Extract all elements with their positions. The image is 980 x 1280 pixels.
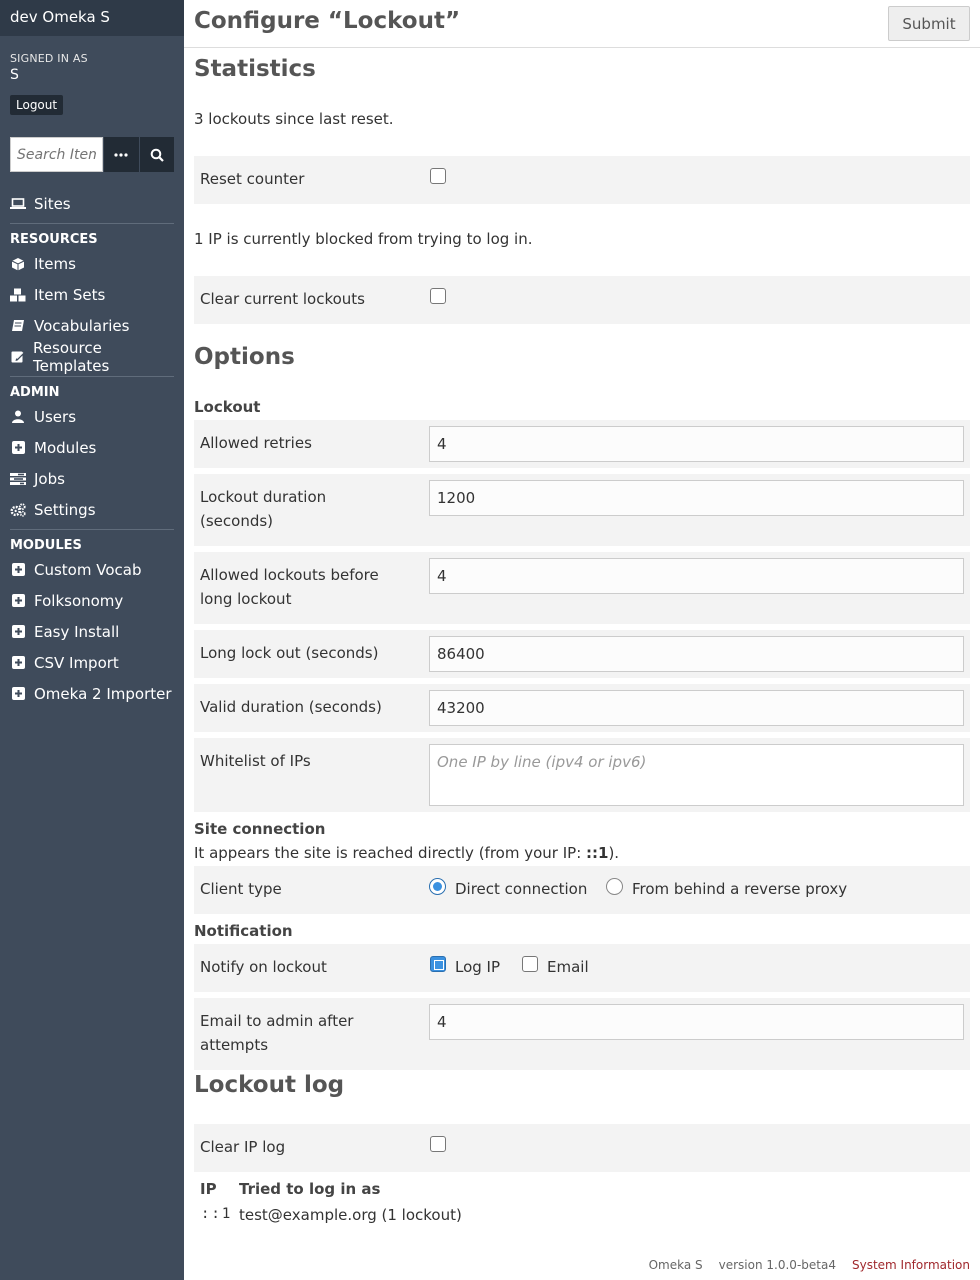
sidebar-item-folksonomy[interactable]: [0, 585, 184, 616]
laptop-icon: [10, 197, 26, 211]
cubes-icon: [10, 288, 26, 302]
col-header-user: Tried to log in as: [239, 1180, 381, 1198]
text-part: ).: [608, 844, 620, 862]
text-part: It appears the site is reached directly (from your IP:: [194, 844, 587, 862]
sidebar-item-label: Folksonomy: [34, 591, 124, 610]
footer-version: version 1.0.0-beta4: [718, 1258, 836, 1272]
sidebar-item-easy-install[interactable]: [0, 616, 184, 647]
clear-lockouts-label: Clear current lockouts: [200, 290, 365, 308]
clear-ip-log-field: [194, 1124, 970, 1172]
plus-square-icon: [10, 594, 26, 608]
allowed-lockouts-input[interactable]: 4: [429, 558, 964, 594]
page-title: Configure “Lockout”: [194, 8, 461, 34]
sidebar-item-label: Users: [34, 407, 77, 426]
signed-in-label: SIGNED IN AS: [10, 52, 88, 65]
client-type-field: [194, 866, 970, 914]
sidebar-item-label: Modules: [34, 438, 97, 457]
email-after-field: [194, 998, 970, 1070]
sidebar-item-items[interactable]: [0, 248, 184, 279]
search-input[interactable]: [10, 137, 103, 172]
sidebar-item-label: Vocabularies: [34, 316, 130, 335]
label-line: Allowed lockouts before: [200, 566, 379, 584]
whitelist-label: Whitelist of IPs: [200, 752, 311, 770]
log-row-ip: ::1: [201, 1206, 233, 1222]
sidebar-item-settings[interactable]: [0, 494, 184, 525]
sidebar-item-sites[interactable]: [0, 188, 184, 219]
notify-lockout-label: Notify on lockout: [200, 958, 327, 976]
sidebar-item-resource-templates[interactable]: [0, 338, 184, 375]
email-checkbox[interactable]: [522, 956, 538, 972]
plus-square-icon: [10, 625, 26, 639]
valid-duration-input[interactable]: 43200: [429, 690, 964, 726]
sidebar-item-label: Items: [34, 254, 76, 273]
client-ip: ::1: [586, 844, 609, 862]
label-line: Lockout duration: [200, 488, 327, 506]
user-name[interactable]: S: [10, 67, 19, 83]
sidebar-item-label: Sites: [34, 194, 71, 213]
sidebar-item-label: Jobs: [34, 469, 65, 488]
resources-heading: RESOURCES: [10, 232, 98, 247]
allowed-retries-input[interactable]: 4: [429, 426, 964, 462]
logout-button[interactable]: Logout: [10, 95, 63, 115]
sidebar-item-label: Omeka 2 Importer: [34, 684, 172, 703]
cube-icon: [10, 257, 26, 271]
search-button[interactable]: [140, 137, 175, 172]
col-header-ip: IP: [200, 1180, 217, 1198]
page-header: [184, 0, 980, 48]
blocked-ip-text: 1 IP is currently blocked from trying to log in.: [194, 230, 533, 248]
email-label[interactable]: Email: [547, 958, 589, 976]
plus-square-icon: [10, 563, 26, 577]
allowed-lockouts-label: [200, 563, 379, 611]
sidebar-item-label: CSV Import: [34, 653, 119, 672]
clear-lockouts-checkbox[interactable]: [430, 288, 446, 304]
reverse-proxy-radio[interactable]: [606, 878, 623, 895]
long-lockout-label: Long lock out (seconds): [200, 644, 379, 662]
sidebar-item-omeka2-importer[interactable]: [0, 678, 184, 709]
clear-lockouts-field: [194, 276, 970, 324]
lockout-duration-field: [194, 474, 970, 546]
sidebar-item-label: Resource Templates: [33, 338, 110, 375]
statistics-heading: Statistics: [194, 56, 316, 82]
modules-heading: MODULES: [10, 538, 82, 553]
allowed-lockouts-field: [194, 552, 970, 624]
plus-square-icon: [10, 656, 26, 670]
main-content: [184, 0, 980, 1280]
lockout-group-label: Lockout: [194, 398, 261, 416]
sidebar-item-label: Item Sets: [34, 285, 106, 304]
clear-ip-log-checkbox[interactable]: [430, 1136, 446, 1152]
sidebar-item-modules[interactable]: [0, 432, 184, 463]
site-connection-text: [194, 844, 619, 862]
footer-product: Omeka S: [648, 1258, 703, 1272]
log-row-user: test@example.org (1 lockout): [239, 1206, 462, 1224]
label-line: attempts: [200, 1036, 269, 1054]
lockout-duration-label: [200, 485, 326, 533]
whitelist-textarea[interactable]: One IP by line (ipv4 or ipv6): [429, 744, 964, 806]
reverse-proxy-label[interactable]: From behind a reverse proxy: [632, 880, 848, 898]
admin-heading: ADMIN: [10, 385, 60, 400]
lockout-duration-input[interactable]: 1200: [429, 480, 964, 516]
direct-connection-label[interactable]: Direct connection: [455, 880, 588, 898]
advanced-search-button[interactable]: [104, 137, 139, 172]
site-connection-group-label: Site connection: [194, 820, 326, 838]
log-ip-checkbox[interactable]: [430, 956, 446, 972]
plus-square-icon: [10, 687, 26, 701]
book-icon: [10, 319, 26, 333]
sidebar-item-vocabularies[interactable]: [0, 310, 184, 341]
notify-lockout-field: [194, 944, 970, 992]
sidebar-item-csv-import[interactable]: [0, 647, 184, 678]
submit-button[interactable]: Submit: [888, 6, 970, 41]
sidebar: [0, 0, 184, 1280]
direct-connection-radio[interactable]: [429, 878, 446, 895]
reset-counter-checkbox[interactable]: [430, 168, 446, 184]
email-after-label: [200, 1009, 353, 1057]
long-lockout-input[interactable]: 86400: [429, 636, 964, 672]
search-bar: [10, 137, 174, 172]
sidebar-item-item-sets[interactable]: [0, 279, 184, 310]
label-line: long lockout: [200, 590, 292, 608]
clear-ip-log-label: Clear IP log: [200, 1138, 286, 1156]
search-icon: [150, 148, 164, 162]
lockout-log-heading: Lockout log: [194, 1072, 345, 1098]
lockouts-count-text: 3 lockouts since last reset.: [194, 110, 394, 128]
edit-icon: [10, 350, 25, 364]
log-ip-label[interactable]: Log IP: [455, 958, 501, 976]
system-information-link[interactable]: System Information: [851, 1258, 970, 1272]
tasks-icon: [10, 472, 26, 486]
valid-duration-label: Valid duration (seconds): [200, 698, 382, 716]
sidebar-item-jobs[interactable]: [0, 463, 184, 494]
email-after-input[interactable]: 4: [429, 1004, 964, 1040]
brand-title[interactable]: dev Omeka S: [0, 0, 184, 36]
client-type-label: Client type: [200, 880, 282, 898]
whitelist-field: [194, 738, 970, 812]
label-line: (seconds): [200, 512, 274, 530]
user-icon: [10, 410, 26, 424]
sidebar-item-label: Custom Vocab: [34, 560, 142, 579]
long-lockout-field: [194, 630, 970, 678]
gears-icon: [10, 503, 26, 517]
sidebar-item-custom-vocab[interactable]: [0, 554, 184, 585]
sidebar-nav: [0, 188, 184, 709]
plus-square-icon: [10, 441, 26, 455]
valid-duration-field: [194, 684, 970, 732]
allowed-retries-label: Allowed retries: [200, 434, 312, 452]
allowed-retries-field: [194, 420, 970, 468]
reset-counter-field: [194, 156, 970, 204]
options-heading: Options: [194, 344, 295, 370]
footer: [649, 1258, 970, 1272]
sidebar-item-label: Easy Install: [34, 622, 120, 641]
sidebar-item-users[interactable]: [0, 401, 184, 432]
notification-group-label: Notification: [194, 922, 293, 940]
reset-counter-label: Reset counter: [200, 170, 305, 188]
ellipsis-icon: [114, 153, 128, 157]
sidebar-item-label: Settings: [34, 500, 96, 519]
user-bar: [0, 36, 184, 115]
label-line: Email to admin after: [200, 1012, 354, 1030]
